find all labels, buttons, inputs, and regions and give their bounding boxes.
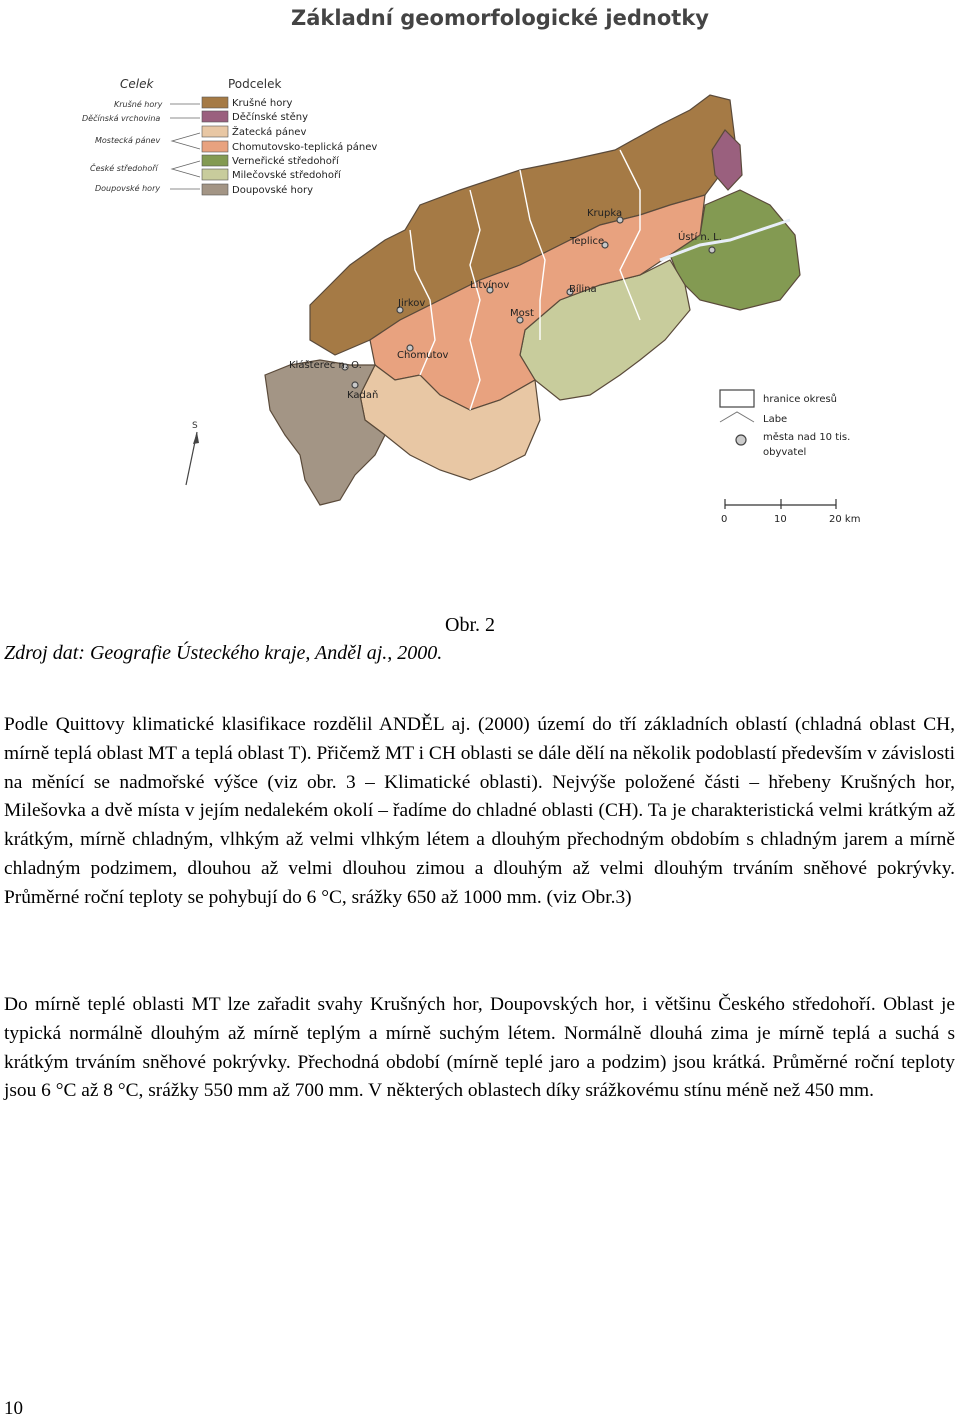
north-arrow <box>186 421 199 485</box>
map-key <box>720 390 854 458</box>
legend-podcelek-item: Žatecká pánev <box>232 127 307 138</box>
legend-celek-item: Krušné hory <box>114 100 163 109</box>
legend-celek-item: Doupovské hory <box>95 184 161 193</box>
scale-bar <box>721 499 860 525</box>
legend-celek-item: Mostecká pánev <box>95 136 161 145</box>
legend-swatch <box>202 126 228 137</box>
legend-header-podcelek: Podcelek <box>228 77 282 91</box>
legend-swatch <box>202 184 228 195</box>
city-label: Jirkov <box>398 298 426 309</box>
key-city-label <box>763 431 854 458</box>
map-title: Základní geomorfologické jednotky <box>291 6 709 30</box>
page-number: 10 <box>4 1398 23 1419</box>
legend-units <box>82 77 377 196</box>
city-label: Ústí n. L. <box>678 232 722 243</box>
scale-label: 20 km <box>829 514 861 525</box>
city-label: Most <box>510 308 534 319</box>
key-city-label-line1: města nad 10 tis. <box>763 432 851 443</box>
paragraph: Podle Quittovy klimatické klasifikace rozdělil ANDĚL aj. (2000) území do tří základních oblastí (chladná oblast CH, mírně teplá oblast MT a teplá oblast T). Přičemž MT i CH oblasti se dále dělí na několik podoblastí především v závislosti na měnící se nadmořské výšce (viz obr. 3 – Klimatické oblasti). Nejvýše položené části – hřebeny Krušných hor, Milešovka a dvě místa v jejím nedalekém okolí – řadíme do chladné oblasti (CH). Ta je charakteristická velmi krátkým až krátkým, mírně chladným, vlhkým až velmi vlhkým létem a dlouhým přechodným obdobím s chladným jarem a mírně chladným podzimem, dlouhou až velmi dlouhou zimou a dlouhým až velmi dlouhým trváním sněhové pokrývky. Průměrné roční teploty se pohybují do 6 °C, srážky 650 až 1000 mm. (viz Obr.3) <box>4 714 955 908</box>
legend-celek-item: Děčínská vrchovina <box>82 114 161 123</box>
key-city-swatch <box>736 435 746 445</box>
city-label: Chomutov <box>397 350 449 361</box>
legend-swatch <box>202 97 228 108</box>
legend-podcelek-item: Milečovské středohoří <box>232 170 341 181</box>
legend-swatch <box>202 111 228 122</box>
key-river-swatch <box>720 412 754 422</box>
legend-podcelek-item: Chomutovsko-teplická pánev <box>232 142 378 153</box>
legend-celek-item: České středohoří <box>90 164 158 173</box>
map-regions <box>265 95 800 505</box>
key-boundary-swatch <box>720 390 754 407</box>
city-label: Litvínov <box>470 280 510 291</box>
city-dot <box>352 382 358 388</box>
region-doupovske-hory <box>265 360 385 505</box>
key-boundary-label: hranice okresů <box>763 394 838 405</box>
city-label: Teplice <box>570 236 605 247</box>
figure-number: Obr. 2 <box>445 614 495 636</box>
city-label: Bílina <box>569 284 597 295</box>
legend-podcelek-item: Doupovské hory <box>232 185 314 196</box>
legend-podcelek-item: Krušné hory <box>232 98 293 109</box>
legend-podcelek-item: Verneřické středohoří <box>232 156 339 167</box>
geomorphology-map <box>0 40 960 560</box>
legend-swatch <box>202 141 228 152</box>
legend-header-celek: Celek <box>120 77 154 91</box>
legend-swatch <box>202 169 228 180</box>
scale-label: 0 <box>721 514 728 525</box>
city-dot <box>709 247 715 253</box>
scale-label: 10 <box>774 514 787 525</box>
city-label: Krupka <box>587 208 623 219</box>
legend-swatch <box>202 155 228 166</box>
paragraph: Do mírně teplé oblasti MT lze zařadit svahy Krušných hor, Doupovských hor, i většinu Českého středohoří. Oblast je typická normálně dlouhým až mírně teplým a mírně suchým létem. Normálně dlouhá zima je mírně teplá a suchá s krátkým trváním sněhové pokrývky. Přechodná období (mírně teplé jaro a podzim) jsou krátká. Průměrné roční teploty jsou 6 °C až 8 °C, srážky 550 mm až 700 mm. V některých oblastech díky srážkovému stínu méně než 450 mm. <box>4 994 955 1102</box>
north-label: S <box>192 421 198 431</box>
figure-source: Zdroj dat: Geografie Ústeckého kraje, Anděl aj., 2000. <box>4 642 443 664</box>
key-river-label: Labe <box>763 414 788 425</box>
key-city-label-line2: obyvatel <box>763 447 807 458</box>
city-label: Klášterec n. O. <box>289 360 362 371</box>
city-label: Kadaň <box>347 390 379 401</box>
legend-podcelek-item: Děčínské stěny <box>232 112 308 123</box>
